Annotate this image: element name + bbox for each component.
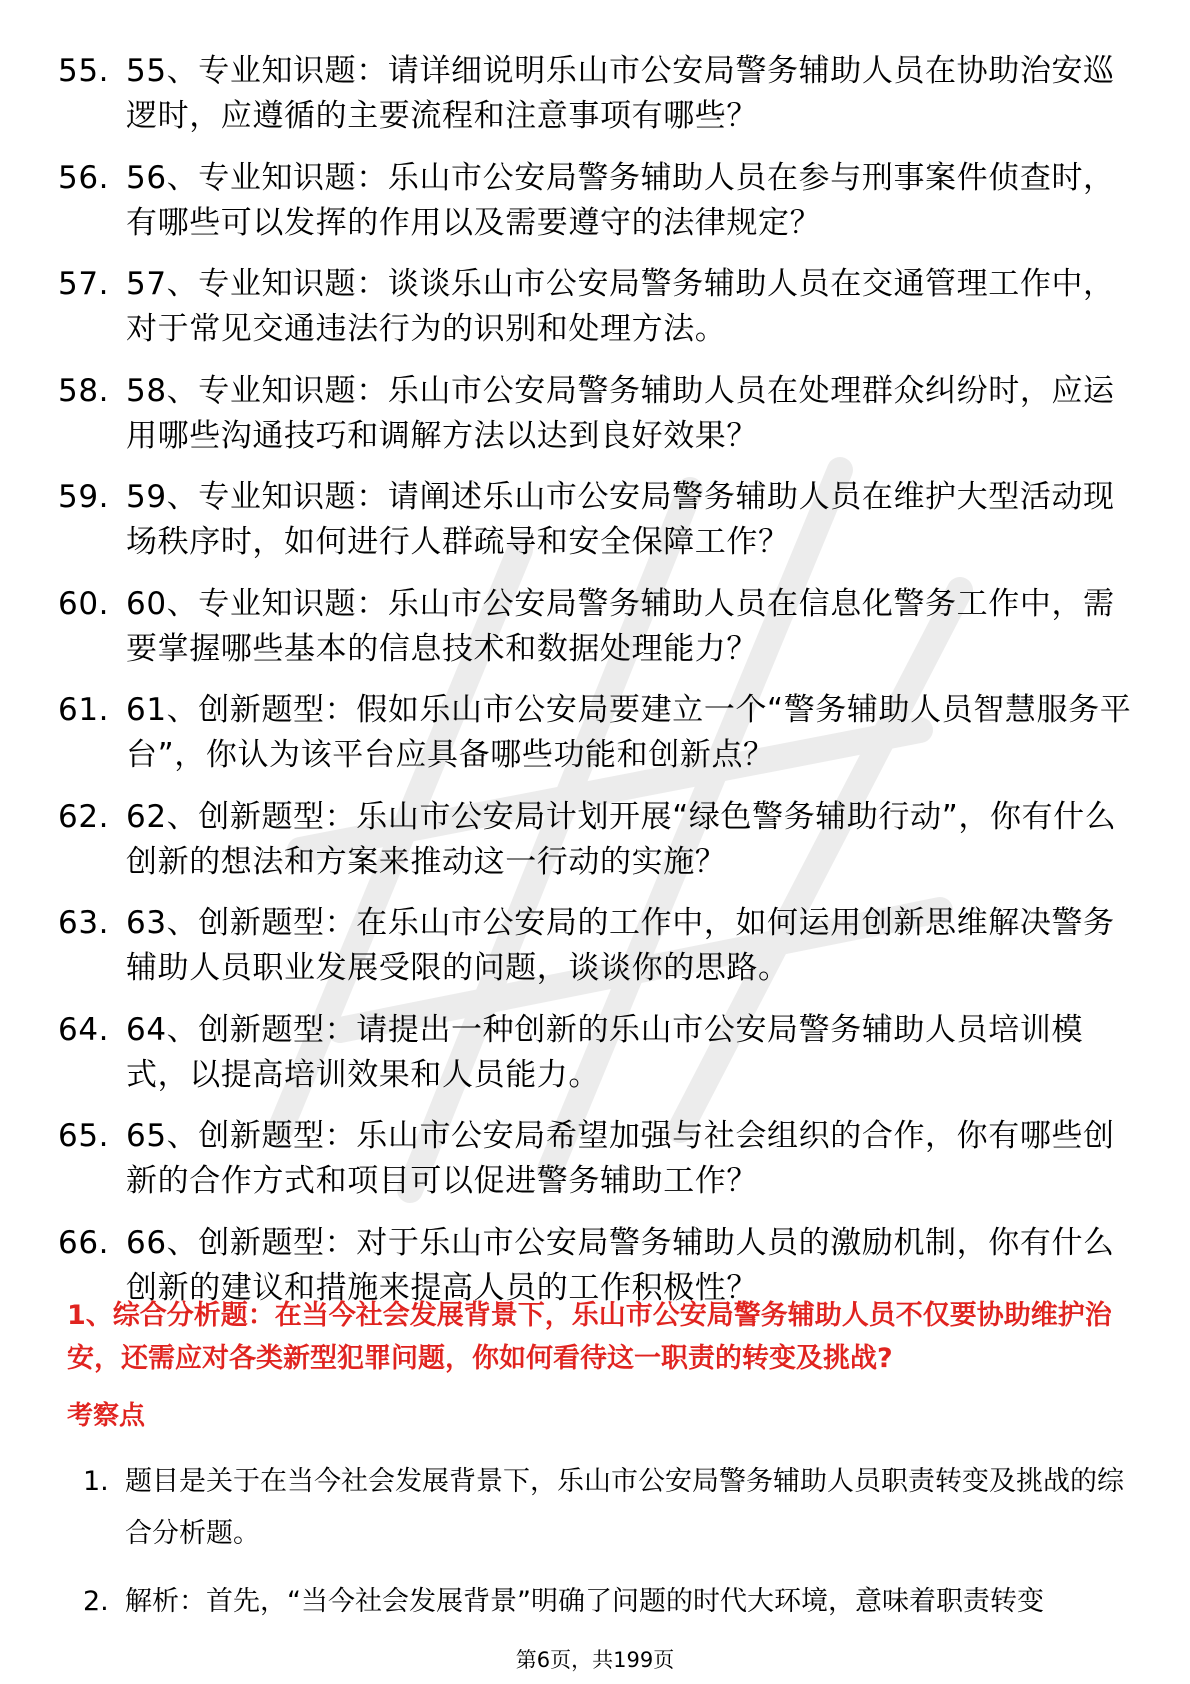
item-number: 62. — [58, 798, 110, 835]
item-text: 64、创新题型：请提出一种创新的乐山市公安局警务辅助人员培训模式，以提高培训效果和人员能力。 — [126, 1011, 1084, 1093]
item-number: 63. — [58, 905, 110, 941]
item-number: 57. — [58, 266, 110, 302]
item-text: 62、创新题型：乐山市公安局计划开展“绿色警务辅助行动”，你有什么创新的想法和方案来推动这一行动的实施？ — [126, 798, 1117, 880]
item-text: 解析：首先，“当今社会发展背景”明确了问题的时代大环境，意味着职责转变 — [125, 1586, 1044, 1617]
question-list — [58, 49, 1138, 1327]
analysis-list — [83, 1456, 1133, 1644]
list-item — [58, 369, 1138, 459]
item-text: 63、创新题型：在乐山市公安局的工作中，如何运用创新思维解决警务辅助人员职业发展受限的问题，谈谈你的思路。 — [126, 905, 1115, 986]
item-text: 60、专业知识题：乐山市公安局警务辅助人员在信息化警务工作中，需要掌握哪些基本的信息技术和数据处理能力？ — [126, 585, 1115, 667]
item-number: 58. — [58, 372, 110, 409]
list-item — [83, 1456, 1133, 1560]
item-text: 66、创新题型：对于乐山市公安局警务辅助人员的激励机制，你有什么创新的建议和措施来提高人员的工作积极性？ — [126, 1224, 1115, 1306]
item-text: 题目是关于在当今社会发展背景下，乐山市公安局警务辅助人员职责转变及挑战的综合分析题。 — [125, 1466, 1124, 1549]
item-number: 2. — [83, 1586, 109, 1617]
item-text: 58、专业知识题：乐山市公安局警务辅助人员在处理群众纠纷时，应运用哪些沟通技巧和调解方法以达到良好效果？ — [126, 372, 1115, 454]
list-item — [58, 1114, 1138, 1204]
page-footer: 第6页，共199页 — [515, 1648, 675, 1672]
list-item — [58, 49, 1138, 139]
item-number: 1. — [83, 1466, 109, 1497]
item-number: 59. — [58, 479, 110, 515]
list-item — [58, 475, 1138, 565]
item-number: 61. — [58, 692, 110, 728]
section-question: 1、综合分析题：在当今社会发展背景下，乐山市公安局警务辅助人员不仅要协助维护治安，还需应对各类新型犯罪问题，你如何看待这一职责的转变及挑战? — [67, 1300, 1112, 1374]
item-text: 65、创新题型：乐山市公安局希望加强与社会组织的合作，你有哪些创新的合作方式和项目可以促进警务辅助工作？ — [126, 1118, 1115, 1199]
item-number: 55. — [58, 53, 110, 89]
item-text: 56、专业知识题：乐山市公安局警务辅助人员在参与刑事案件侦查时，有哪些可以发挥的作用以及需要遵守的法律规定？ — [126, 159, 1115, 241]
list-item — [58, 1008, 1138, 1098]
list-item — [58, 582, 1138, 672]
list-item — [58, 901, 1138, 991]
list-item — [58, 262, 1138, 352]
list-item — [83, 1576, 1133, 1628]
item-number: 60. — [58, 585, 110, 622]
list-item — [58, 156, 1138, 246]
item-text: 61、创新题型：假如乐山市公安局要建立一个“警务辅助人员智慧服务平台”，你认为该平台应具备哪些功能和创新点？ — [126, 692, 1132, 773]
item-number: 66. — [58, 1224, 110, 1261]
list-item — [58, 795, 1138, 885]
item-text: 59、专业知识题：请阐述乐山市公安局警务辅助人员在维护大型活动现场秩序时，如何进行人群疏导和安全保障工作？ — [126, 479, 1115, 560]
item-text: 57、专业知识题：谈谈乐山市公安局警务辅助人员在交通管理工作中，对于常见交通违法行为的识别和处理方法。 — [126, 266, 1115, 347]
item-number: 65. — [58, 1118, 110, 1154]
item-text: 55、专业知识题：请详细说明乐山市公安局警务辅助人员在协助治安巡逻时，应遵循的主要流程和注意事项有哪些？ — [126, 53, 1115, 134]
list-item — [58, 688, 1138, 778]
item-number: 56. — [58, 159, 110, 196]
item-number: 64. — [58, 1011, 110, 1048]
section-label: 考察点 — [67, 1401, 146, 1431]
